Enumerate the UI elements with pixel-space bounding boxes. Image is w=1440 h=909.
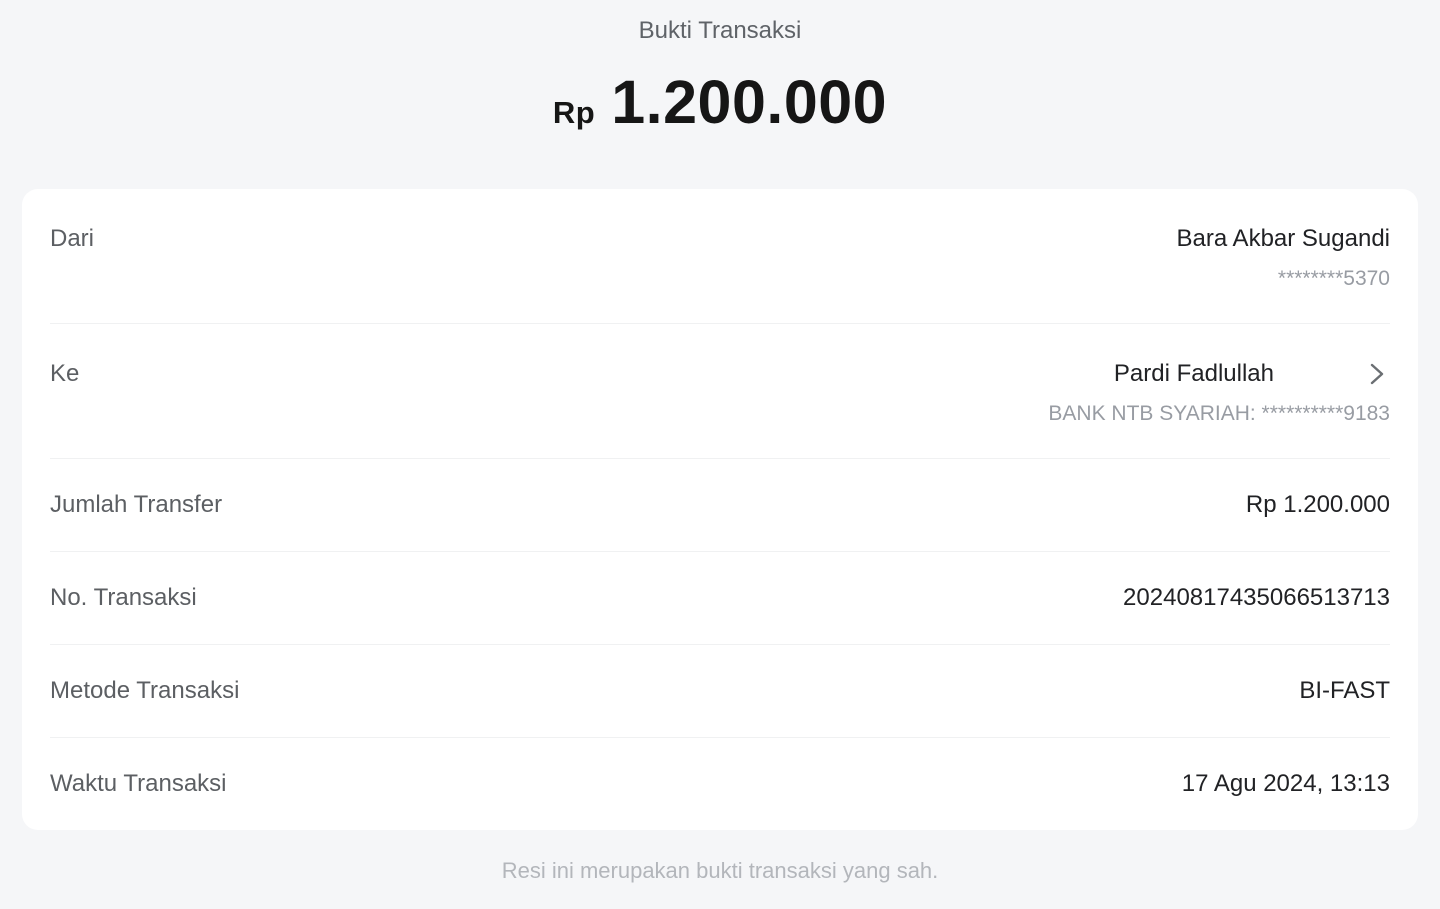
row-right [239, 674, 1390, 708]
row-label: Ke [50, 360, 80, 387]
detail-row-jumlah-transfer [50, 459, 1390, 552]
row-right [222, 488, 1390, 522]
row-label: No. Transaksi [50, 584, 197, 611]
receipt-disclaimer: Resi ini merupakan bukti transaksi yang sah. [501, 858, 939, 883]
currency-prefix: Rp [552, 95, 596, 130]
row-label: Jumlah Transfer [50, 491, 223, 518]
transaction-time-value: 17 Agu 2024, 13:13 [1181, 770, 1390, 797]
sender-account-masked: ********5370 [1277, 267, 1390, 290]
transaction-number-value: 20240817435066513713 [1123, 584, 1390, 611]
detail-row-no-transaksi [50, 552, 1390, 645]
transaction-details-card [22, 189, 1418, 830]
sender-name: Bara Akbar Sugandi [1176, 225, 1390, 252]
row-right [197, 581, 1390, 615]
detail-row-waktu-transaksi [50, 738, 1390, 830]
chevron-right-icon[interactable] [1364, 359, 1390, 389]
row-right [94, 222, 1390, 292]
transfer-amount-value: Rp 1.200.000 [1245, 491, 1390, 518]
detail-row-metode-transaksi [50, 645, 1390, 738]
row-label: Dari [50, 225, 95, 252]
row-right [79, 357, 1390, 427]
row-right [227, 767, 1391, 801]
page-title: Bukti Transaksi [638, 17, 802, 44]
recipient-bank-account-masked: BANK NTB SYARIAH: **********9183 [1048, 402, 1390, 425]
transaction-amount [0, 67, 1440, 137]
recipient-name: Pardi Fadlullah [1113, 360, 1274, 387]
transaction-method-value: BI-FAST [1299, 677, 1390, 704]
detail-row-dari [50, 189, 1390, 324]
row-label: Waktu Transaksi [50, 770, 227, 797]
detail-row-ke[interactable] [50, 324, 1390, 459]
amount-value: 1.200.000 [611, 68, 888, 136]
row-label: Metode Transaksi [50, 677, 240, 704]
